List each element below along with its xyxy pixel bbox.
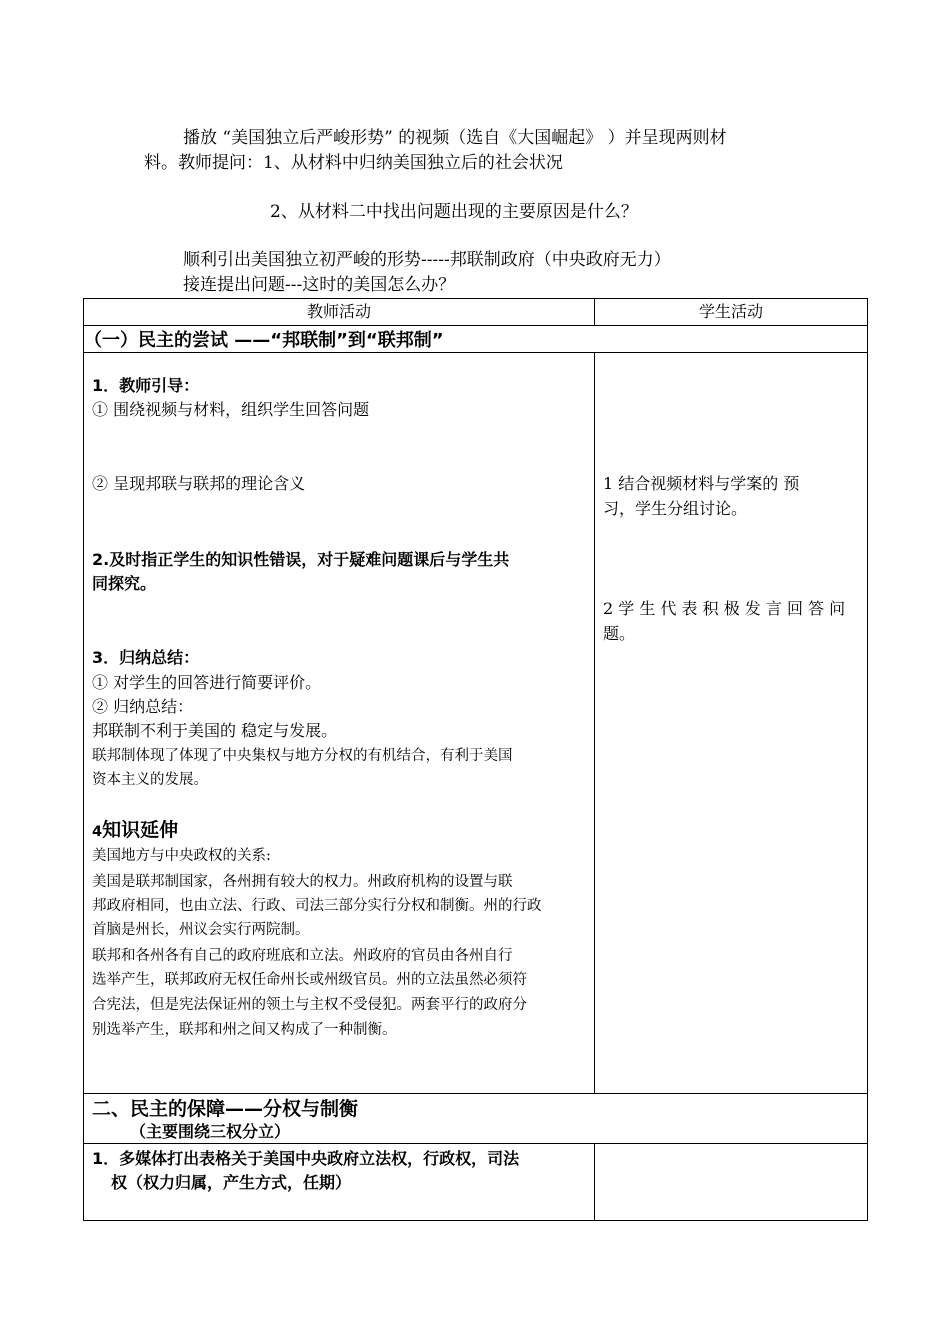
header-student-activity: 学生活动 — [595, 299, 868, 326]
teacher-activity-cell — [84, 353, 595, 1094]
student-item-1-line-1: 1 结合视频材料与学案的 预 — [603, 474, 800, 493]
summary-item-4a: 联邦制体现了体现了中央集权与地方分权的有机结合，有利于美国 — [92, 748, 513, 764]
intro-line-5: 接连提出问题---这时的美国怎么办？ — [183, 275, 456, 295]
table-header-row — [84, 299, 868, 326]
correct-line-1: 2.及时指正学生的知识性错误，对于疑难问题课后与学生共 — [92, 550, 510, 569]
guide-title: 1．教师引导： — [92, 376, 200, 395]
extension-number: 4 — [92, 824, 103, 840]
extension-line-3: 邦政府相同，也由立法、行政、司法三部分实行分权和制衡。州的行政 — [92, 898, 542, 914]
multimedia-student-cell — [595, 1144, 868, 1221]
extension-line-8: 别选举产生，联邦和州之间又构成了一种制衡。 — [92, 1022, 397, 1038]
multimedia-line-1: 1．多媒体打出表格关于美国中央政府立法权，行政权，司法 — [92, 1149, 520, 1168]
multimedia-cell — [84, 1144, 595, 1221]
correct-line-2: 同探究。 — [92, 574, 157, 593]
extension-line-6: 选举产生，联邦政府无权任命州长或州级官员。州的立法虽然必须符 — [92, 972, 527, 988]
extension-line-7: 合宪法，但是宪法保证州的领土与主权不受侵犯。两套平行的政府分 — [92, 997, 527, 1013]
student-item-2-line-2: 题。 — [603, 624, 636, 643]
student-item-2-line-1: 2 学 生 代 表 积 极 发 言 回 答 问 — [603, 599, 846, 618]
summary-item-3: 邦联制不利于美国的 稳定与发展。 — [92, 721, 338, 740]
section-2-subtitle: （主要围绕三权分立） — [130, 1122, 291, 1141]
section-2-cell — [84, 1094, 868, 1144]
extension-line-1: 美国地方与中央政权的关系: — [92, 848, 271, 864]
extension-line-2: 美国是联邦制国家，各州拥有较大的权力。州政府机构的设置与联 — [92, 874, 513, 890]
summary-item-2: ② 归纳总结： — [92, 697, 194, 716]
section-2-row — [84, 1094, 868, 1144]
extension-heading — [92, 819, 178, 843]
summary-item-4b: 资本主义的发展。 — [92, 772, 208, 788]
student-activity-cell — [595, 353, 868, 1094]
guide-item-2: ② 呈现邦联与联邦的理论含义 — [92, 474, 306, 493]
student-item-1-line-2: 习，学生分组讨论。 — [603, 499, 748, 518]
summary-item-1: ① 对学生的回答进行简要评价。 — [92, 673, 322, 692]
section-1-title: （一）民主的尝试 ——“邦联制”到“联邦制” — [84, 326, 868, 353]
section-2-title: 二、民主的保障——分权与制衡 — [92, 1098, 359, 1120]
section-2-content-row — [84, 1144, 868, 1221]
section-1-content-row — [84, 353, 868, 1094]
extension-line-5: 联邦和各州各有自己的政府班底和立法。州政府的官员由各州自行 — [92, 948, 513, 964]
intro-line-4: 顺利引出美国独立初严峻的形势-----邦联制政府（中央政府无力） — [183, 250, 671, 270]
extension-title: 知识延伸 — [102, 819, 179, 841]
intro-line-3: 2、从材料二中找出问题出现的主要原因是什么？ — [270, 202, 638, 222]
section-1-row — [84, 326, 868, 353]
summary-title: 3．归纳总结： — [92, 648, 200, 667]
extension-line-4: 首脑是州长，州议会实行两院制。 — [92, 922, 310, 938]
lesson-table — [83, 298, 868, 1221]
multimedia-line-2: 权（权力归属，产生方式，任期） — [111, 1173, 352, 1192]
header-teacher-activity: 教师活动 — [84, 299, 595, 326]
guide-item-1: ① 围绕视频与材料，组织学生回答问题 — [92, 400, 370, 419]
intro-line-1: 播放 “美国独立后严峻形势” 的视频（选自《大国崛起》 ）并呈现两则材 — [183, 128, 727, 148]
intro-line-2: 料。教师提问：1、从材料中归纳美国独立后的社会状况 — [144, 153, 563, 173]
